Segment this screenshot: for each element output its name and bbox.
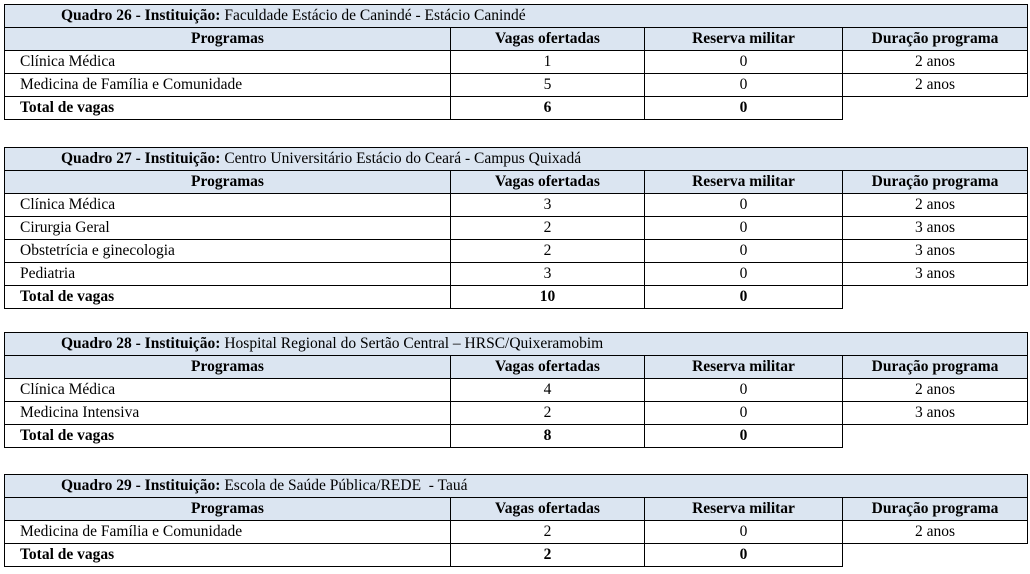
total-empty-cell bbox=[843, 97, 1028, 120]
table-title bbox=[5, 333, 1028, 356]
vagas-cell: 2 bbox=[451, 217, 645, 240]
table-header-row bbox=[5, 498, 1028, 521]
table-title-row bbox=[5, 148, 1028, 171]
column-header: Duração programa bbox=[843, 498, 1028, 521]
vagas-cell: 3 bbox=[451, 263, 645, 286]
vagas-cell: 3 bbox=[451, 194, 645, 217]
table-row bbox=[5, 194, 1028, 217]
duracao-cell: 3 anos bbox=[843, 402, 1028, 425]
duracao-cell: 2 anos bbox=[843, 74, 1028, 97]
institution-name: Hospital Regional do Sertão Central – HRSC/Quixeramobim bbox=[220, 335, 604, 352]
table-row bbox=[5, 240, 1028, 263]
duracao-cell: 2 anos bbox=[843, 379, 1028, 402]
duracao-cell: 3 anos bbox=[843, 217, 1028, 240]
table-row bbox=[5, 74, 1028, 97]
reserva-cell: 0 bbox=[645, 521, 843, 544]
column-header: Reserva militar bbox=[645, 498, 843, 521]
table-title-row bbox=[5, 475, 1028, 498]
table-title-label: Quadro 26 - Instituição: bbox=[61, 7, 221, 24]
total-reserva: 0 bbox=[645, 286, 843, 309]
total-vagas: 10 bbox=[451, 286, 645, 309]
total-label: Total de vagas bbox=[5, 286, 451, 309]
table-title-label: Quadro 29 - Instituição: bbox=[61, 477, 221, 494]
quadro-26-table bbox=[4, 4, 1027, 120]
quadro-28-table bbox=[4, 332, 1027, 448]
total-row bbox=[5, 544, 1028, 567]
duracao-cell: 2 anos bbox=[843, 521, 1028, 544]
total-reserva: 0 bbox=[645, 544, 843, 567]
table-row bbox=[5, 379, 1028, 402]
programa-cell: Obstetrícia e ginecologia bbox=[5, 240, 451, 263]
column-header: Vagas ofertadas bbox=[451, 498, 645, 521]
table-title-label: Quadro 27 - Instituição: bbox=[61, 150, 221, 167]
table-row bbox=[5, 51, 1028, 74]
total-empty-cell bbox=[843, 286, 1028, 309]
table-row bbox=[5, 263, 1028, 286]
reserva-cell: 0 bbox=[645, 74, 843, 97]
reserva-cell: 0 bbox=[645, 402, 843, 425]
total-label: Total de vagas bbox=[5, 97, 451, 120]
table-title bbox=[5, 148, 1028, 171]
quadro-29-table bbox=[4, 474, 1027, 567]
table-row bbox=[5, 402, 1028, 425]
total-row bbox=[5, 425, 1028, 448]
reserva-cell: 0 bbox=[645, 263, 843, 286]
programa-cell: Clínica Médica bbox=[5, 379, 451, 402]
table-header-row bbox=[5, 171, 1028, 194]
programa-cell: Cirurgia Geral bbox=[5, 217, 451, 240]
table-header-row bbox=[5, 28, 1028, 51]
duracao-cell: 2 anos bbox=[843, 194, 1028, 217]
institution-name: Escola de Saúde Pública/REDE - Tauá bbox=[220, 477, 468, 494]
total-reserva: 0 bbox=[645, 425, 843, 448]
programa-cell: Medicina de Família e Comunidade bbox=[5, 74, 451, 97]
table-title-row bbox=[5, 333, 1028, 356]
total-reserva: 0 bbox=[645, 97, 843, 120]
duracao-cell: 3 anos bbox=[843, 240, 1028, 263]
column-header: Reserva militar bbox=[645, 171, 843, 194]
vagas-cell: 1 bbox=[451, 51, 645, 74]
table-title-label: Quadro 28 - Instituição: bbox=[61, 335, 221, 352]
table-title bbox=[5, 5, 1028, 28]
table-row bbox=[5, 217, 1028, 240]
total-empty-cell bbox=[843, 425, 1028, 448]
institution-name: Faculdade Estácio de Canindé - Estácio Canindé bbox=[220, 7, 526, 24]
programa-cell: Clínica Médica bbox=[5, 194, 451, 217]
column-header: Reserva militar bbox=[645, 28, 843, 51]
column-header: Vagas ofertadas bbox=[451, 171, 645, 194]
reserva-cell: 0 bbox=[645, 194, 843, 217]
programa-cell: Clínica Médica bbox=[5, 51, 451, 74]
column-header: Programas bbox=[5, 171, 451, 194]
institution-name: Centro Universitário Estácio do Ceará - Campus Quixadá bbox=[220, 150, 582, 167]
column-header: Duração programa bbox=[843, 28, 1028, 51]
column-header: Vagas ofertadas bbox=[451, 356, 645, 379]
column-header: Duração programa bbox=[843, 356, 1028, 379]
column-header: Reserva militar bbox=[645, 356, 843, 379]
column-header: Programas bbox=[5, 498, 451, 521]
reserva-cell: 0 bbox=[645, 379, 843, 402]
table-row bbox=[5, 521, 1028, 544]
column-header: Vagas ofertadas bbox=[451, 28, 645, 51]
programa-cell: Medicina de Família e Comunidade bbox=[5, 521, 451, 544]
reserva-cell: 0 bbox=[645, 217, 843, 240]
duracao-cell: 3 anos bbox=[843, 263, 1028, 286]
total-row bbox=[5, 97, 1028, 120]
total-row bbox=[5, 286, 1028, 309]
table-title-row bbox=[5, 5, 1028, 28]
programa-cell: Pediatria bbox=[5, 263, 451, 286]
vagas-cell: 4 bbox=[451, 379, 645, 402]
quadro-27-table bbox=[4, 147, 1027, 309]
table-title bbox=[5, 475, 1028, 498]
total-vagas: 2 bbox=[451, 544, 645, 567]
total-label: Total de vagas bbox=[5, 425, 451, 448]
total-label: Total de vagas bbox=[5, 544, 451, 567]
reserva-cell: 0 bbox=[645, 51, 843, 74]
total-vagas: 8 bbox=[451, 425, 645, 448]
programa-cell: Medicina Intensiva bbox=[5, 402, 451, 425]
column-header: Duração programa bbox=[843, 171, 1028, 194]
vagas-cell: 2 bbox=[451, 402, 645, 425]
total-empty-cell bbox=[843, 544, 1028, 567]
column-header: Programas bbox=[5, 28, 451, 51]
duracao-cell: 2 anos bbox=[843, 51, 1028, 74]
total-vagas: 6 bbox=[451, 97, 645, 120]
vagas-cell: 2 bbox=[451, 521, 645, 544]
vagas-cell: 5 bbox=[451, 74, 645, 97]
column-header: Programas bbox=[5, 356, 451, 379]
table-header-row bbox=[5, 356, 1028, 379]
vagas-cell: 2 bbox=[451, 240, 645, 263]
reserva-cell: 0 bbox=[645, 240, 843, 263]
